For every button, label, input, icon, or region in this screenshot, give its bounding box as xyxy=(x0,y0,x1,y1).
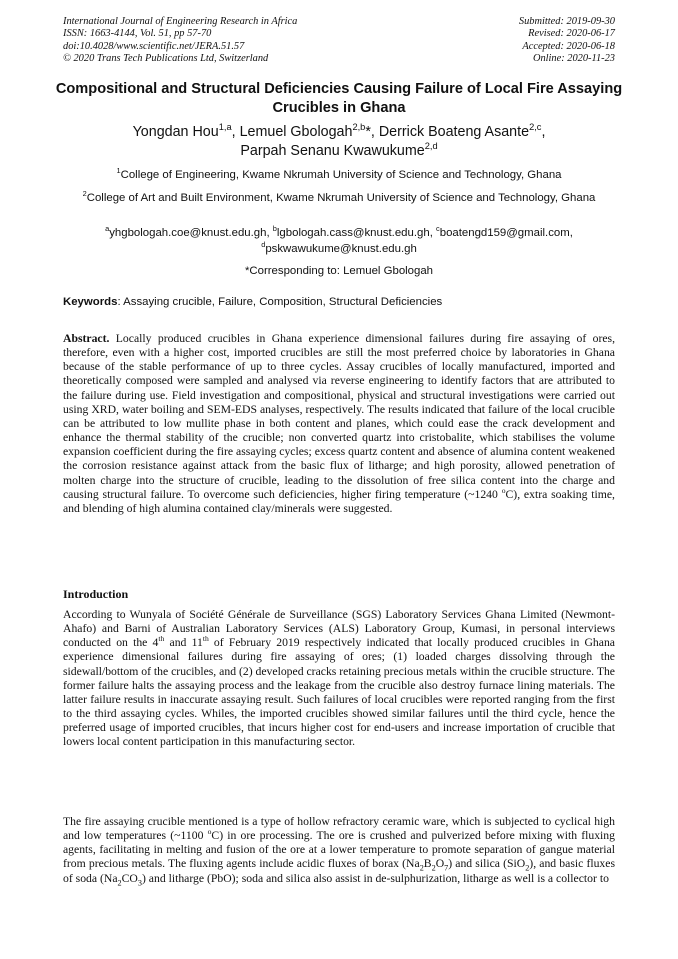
revised-date: Revised: 2020-06-17 xyxy=(528,28,615,40)
submitted-date: Submitted: 2019-09-30 xyxy=(518,16,615,27)
keywords-text: : Assaying crucible, Failure, Composition, Structural Deficiencies xyxy=(117,296,443,308)
email[interactable]: boatengd159@gmail.com, xyxy=(439,227,573,239)
affiliation: $^1$College of Engineering, Kwame Nkrumah University of Science and Technology, Ghana xyxy=(116,166,562,181)
author: Yongdan Hou$^{1,a}$, xyxy=(132,122,240,140)
email[interactable]: lgbologah.cass@knust.edu.gh, xyxy=(276,227,437,239)
author: Derrick Boateng Asante$^{2,c}$, xyxy=(378,122,546,140)
journal-info xyxy=(63,16,297,66)
doi: doi:10.4028/www.scientific.net/JERA.51.57 xyxy=(63,40,245,52)
author: Lemuel Gbologah$^{2,b}$*, xyxy=(239,122,379,140)
email[interactable]: pskwawukume@knust.edu.gh xyxy=(265,243,417,255)
section-heading: Introduction xyxy=(63,587,129,601)
copyright: © 2020 Trans Tech Publications Ltd, Switzerland xyxy=(63,53,269,65)
email-list: $^a$yhgbologah.coe@knust.edu.gh, $^b$lgbologah.cass@knust.edu.gh, $^c$boatengd159@gmail.com, $^d$pskwawukume@knust.edu.gh xyxy=(105,224,573,255)
accepted-date: Accepted: 2020-06-18 xyxy=(522,40,615,52)
paragraph: According to Wunyala of Société Générale de Surveillance (SGS) Laboratory Services Ghana Limited (Newmont-Ahafo) and Barni of Australian Laboratory Services (ALS) Laboratory Group, Kumasi, in personal interviews conducted on the 4th and 11th of February 2019 respectively indicated that locally produced crucibles in Ghana experience dimensional failures during fire assaying of ores; (1) loaded charges dissolving through the sidewall/bottom of the crucibles, and (2) developed cracks retaining precious metals within the crucible structure. The former failure halts the assaying process and the leakage from the crucible also destroy furnace lining materials. The latter failure results in inaccurate assaying result. Such failures of local crucibles were reported ranging from the first to the third assaying cycles. Whiles, the imported crucibles showed similar failures until the third cycle, hence the preferred usage of imported crucibles, that incurs higher cost for end-users and increase importation of crucible that lowers local content participation in this manufacturing sector. xyxy=(63,608,615,749)
abstract: Abstract. Locally produced crucibles in Ghana experience dimensional failures during fire assaying of ores, therefore, even with a higher cost, imported crucibles are still the most preferred choice by laboratories in Ghana because of the stable performance of up to three cycles. Assay crucibles of locally manufactured, imported and theoretically composed were sampled and analysed via reverse engineering to identify factors that are attributed to the failure during use. Field investigation and compositional, physical and structural investigations were carried out using XRD, water boiling and SEM-EDS analyses, respectively. The results indicated that failure of the local crucible can be attributed to low mullite phase in both content and planes, which could ease the crack development and enhance the thermal stability of the crucible; non converted quartz into cristobalite, which stabilises the volume expansion coefficient during the fire assaying cycles; excess quartz content and absence of alumina content weakened the corrosion resistance against attack from the basic flux of litharge; and high porosity, allowed penetration of molten charge into the structure of crucible, leading to the dissolution of free silica content into the charge and causing structural failure. To overcome such deficiencies, higher firing temperature (~1240 $^o$C), extra soaking time, and blending of high alumina contained clay/minerals were suggested. xyxy=(63,332,615,515)
email[interactable]: yhgbologah.coe@knust.edu.gh, xyxy=(109,227,273,239)
keywords xyxy=(63,295,615,309)
author: Parpah Senanu Kwawukume$^{2,d}$ xyxy=(240,141,438,159)
author-list xyxy=(60,123,618,161)
keywords-label: Keywords xyxy=(63,296,118,308)
journal-header xyxy=(63,16,615,66)
affiliation: $^2$College of Art and Built Environment, Kwame Nkrumah University of Science and Technology, Ghana xyxy=(82,189,596,204)
corresponding-author: *Corresponding to: Lemuel Gbologah xyxy=(244,265,434,277)
online-date: Online: 2020-11-23 xyxy=(532,53,615,65)
publication-dates xyxy=(519,16,615,66)
journal-name: International Journal of Engineering Research in Africa xyxy=(63,16,298,27)
paper-title: Compositional and Structural Deficiencies Causing Failure of Local Fire Assaying Crucibles in Ghana xyxy=(55,81,623,116)
paragraph: The fire assaying crucible mentioned is a type of hollow refractory ceramic ware, which is subjected to cyclical high and low temperatures (~1100 $^o$C) in ore processing. The ore is crushed and pulverized before mixing with fluxing agents, facilitating in melting and fusion of the ore at a lower temperature to promote separation of gangue material from precious metals. The fluxing agents include acidic fluxes of borax $(Na_2B_2O_7)$ and silica (SiO$_2$), and basic fluxes of soda $(Na_2CO_3)$ and litharge (PbO); soda and silica also assist in de-sulphurization, litharge as well is a collector to xyxy=(63,815,616,887)
issn: ISSN: 1663-4144, Vol. 51, pp 57-70 xyxy=(63,28,212,40)
abstract-label: Abstract. xyxy=(63,332,110,345)
